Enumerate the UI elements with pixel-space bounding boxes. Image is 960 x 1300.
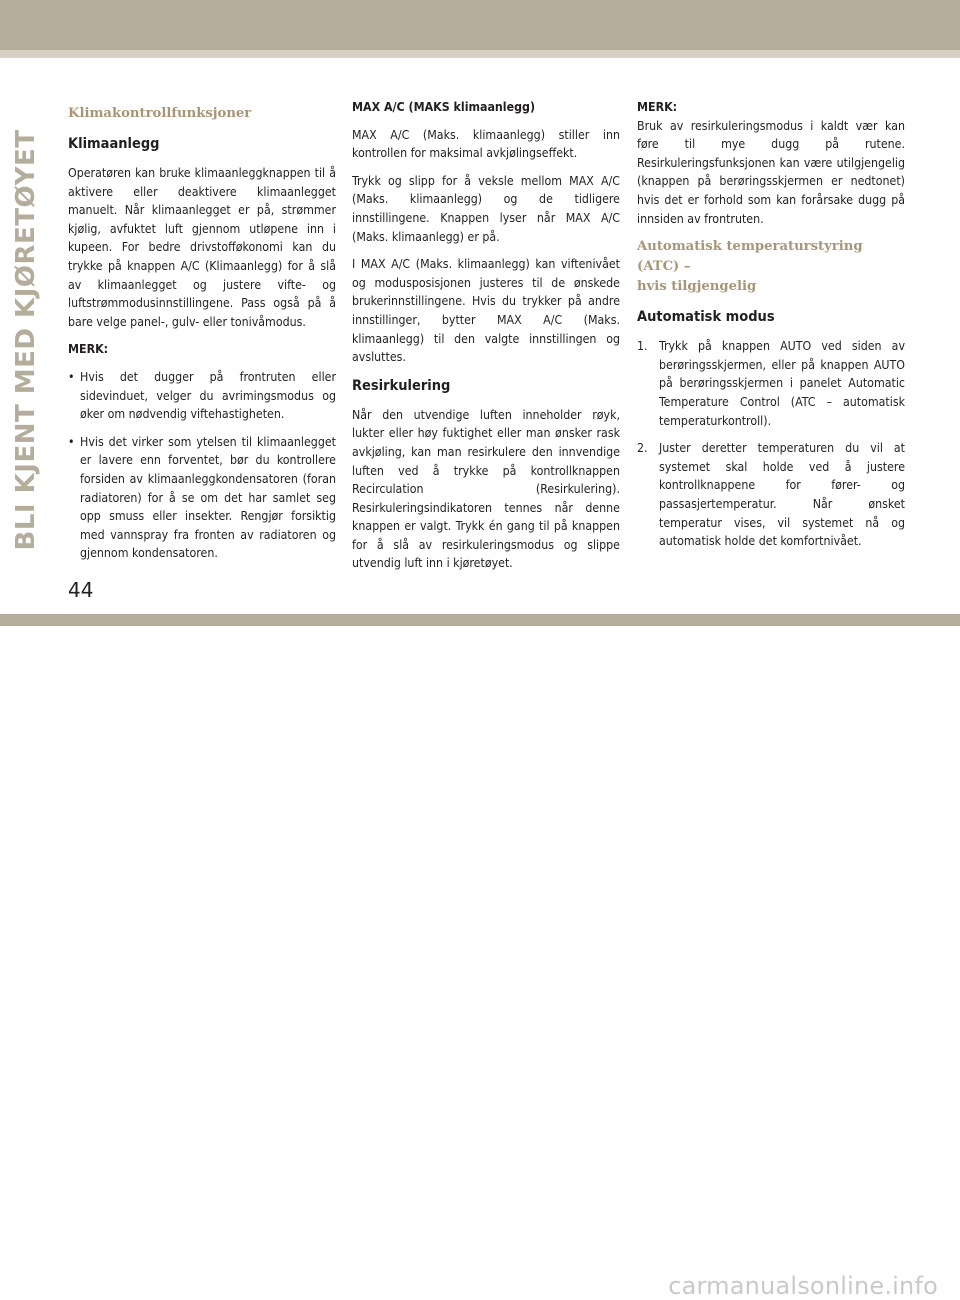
note-label: MERK:: [637, 100, 678, 114]
paragraph: I MAX A/C (Maks. klimaanlegg) kan viftenivået og modusposisjonen justeres til de ønskede brukerinnstillingene. Hvis du trykker på andre innstillinger, bytter MAX A/C (Maks. klimaanlegg) til den valgte innstillingen og avsluttes.: [352, 257, 620, 365]
header-band: [0, 0, 960, 58]
watermark: carmanualsonline.info: [668, 1272, 938, 1300]
footer-band: [0, 614, 960, 626]
paragraph: MAX A/C (Maks. klimaanlegg) stiller inn kontrollen for maksimal avkjølingseffekt.: [352, 127, 620, 161]
paragraph: Operatøren kan bruke klimaanleggknappen til å aktivere eller deaktivere klimaanlegget manuelt. Når klimaanlegget er på, strømmer kjølig, avfuktet luft gjennom utløpene inn i kupeen. For bedre drivstofføkonomi kan du trykke på knappen A/C (Klimaanlegg) for å slå av klimaanlegget og justere vifte- og luftstrømmodusinnstillingene. Pass også på å bare velge panel-, gulv- eller tonivåmodus.: [68, 166, 336, 329]
note-label: MERK:: [68, 342, 109, 357]
step-text: Trykk på knappen AUTO ved siden av berøringsskjermen, eller på knappen AUTO på berøringsskjermen i panelet Automatic Temperature Control (ATC – automatisk temperaturkontroll).: [659, 339, 905, 428]
bullet-text: Hvis det virker som ytelsen til klimaanlegget er lavere enn forventet, bør du kontrollere forsiden av klimaanleggkondensatoren (foran radiatoren) for å se om det har samlet seg opp smuss eller insekter. Rengjør forsiktig med vannspray fra fronten av radiatoren og gjennom kondensatoren.: [80, 434, 336, 561]
bullet-marker: •: [68, 434, 75, 449]
header-stripe: [0, 50, 960, 58]
chapter-title: BLI KJENT MED KJØRETØYET: [11, 129, 41, 551]
step-number: 2.: [637, 441, 648, 456]
bullet-text: Hvis det dugger på frontruten eller sidevinduet, velger du avrimingsmodus og øker om nødvendig viftehastigheten.: [80, 369, 336, 422]
section-title-line: Automatisk temperaturstyring (ATC) –: [637, 239, 863, 275]
heading-automatisk-modus: Automatisk modus: [637, 309, 775, 326]
bullet-item: [68, 433, 336, 563]
section-title: Klimakontrollfunksjoner: [68, 106, 252, 121]
footer-area: [0, 626, 960, 1300]
page-number: 44: [68, 578, 94, 602]
column-2: [352, 98, 620, 582]
numbered-step: [637, 439, 905, 551]
paragraph: Når den utvendige luften inneholder røyk, lukter eller høy fuktighet eller man ønsker rask avkjøling, kan man resirkulere den innvendige luften ved å trykke på kontrollknappen Recirculation (Resirkulering). Resirkuleringsindikatoren tennes når denne knappen er valgt. Trykk én gang til på knappen for å slå av resirkuleringsmodus og slippe utvendig luft inn i kjøretøyet.: [352, 407, 620, 571]
paragraph: Trykk og slipp for å veksle mellom MAX A/C (Maks. klimaanlegg) og de tidligere innstillingene. Knappen lyser når MAX A/C (Maks. klimaanlegg) er på.: [352, 173, 620, 244]
heading-resirkulering: Resirkulering: [352, 377, 451, 394]
column-3: [637, 98, 905, 560]
heading-klimaanlegg: Klimaanlegg: [68, 136, 160, 152]
paragraph: Bruk av resirkuleringsmodus i kaldt vær kan føre til mye dugg på rutene. Resirkuleringsfunksjonen kan være utilgjengelig (knappen på berøringsskjermen er nedtonet) hvis det er forhold som kan forårsake dugg på innsiden av frontruten.: [637, 118, 905, 226]
section-title-atc: [637, 237, 905, 297]
section-title-line: hvis tilgjengelig: [637, 279, 757, 295]
step-number: 1.: [637, 339, 648, 354]
heading-max-ac: MAX A/C (MAKS klimaanlegg): [352, 100, 536, 114]
column-1: [68, 98, 336, 572]
bullet-marker: •: [68, 369, 75, 384]
step-text: Juster deretter temperaturen du vil at systemet skal holde ved å justere kontrollknappene for fører- og passasjertemperatur. Når ønsket temperatur vises, vil systemet nå og automatisk holde det komfortnivået.: [659, 441, 905, 549]
numbered-step: [637, 337, 905, 430]
bullet-item: [68, 368, 336, 424]
